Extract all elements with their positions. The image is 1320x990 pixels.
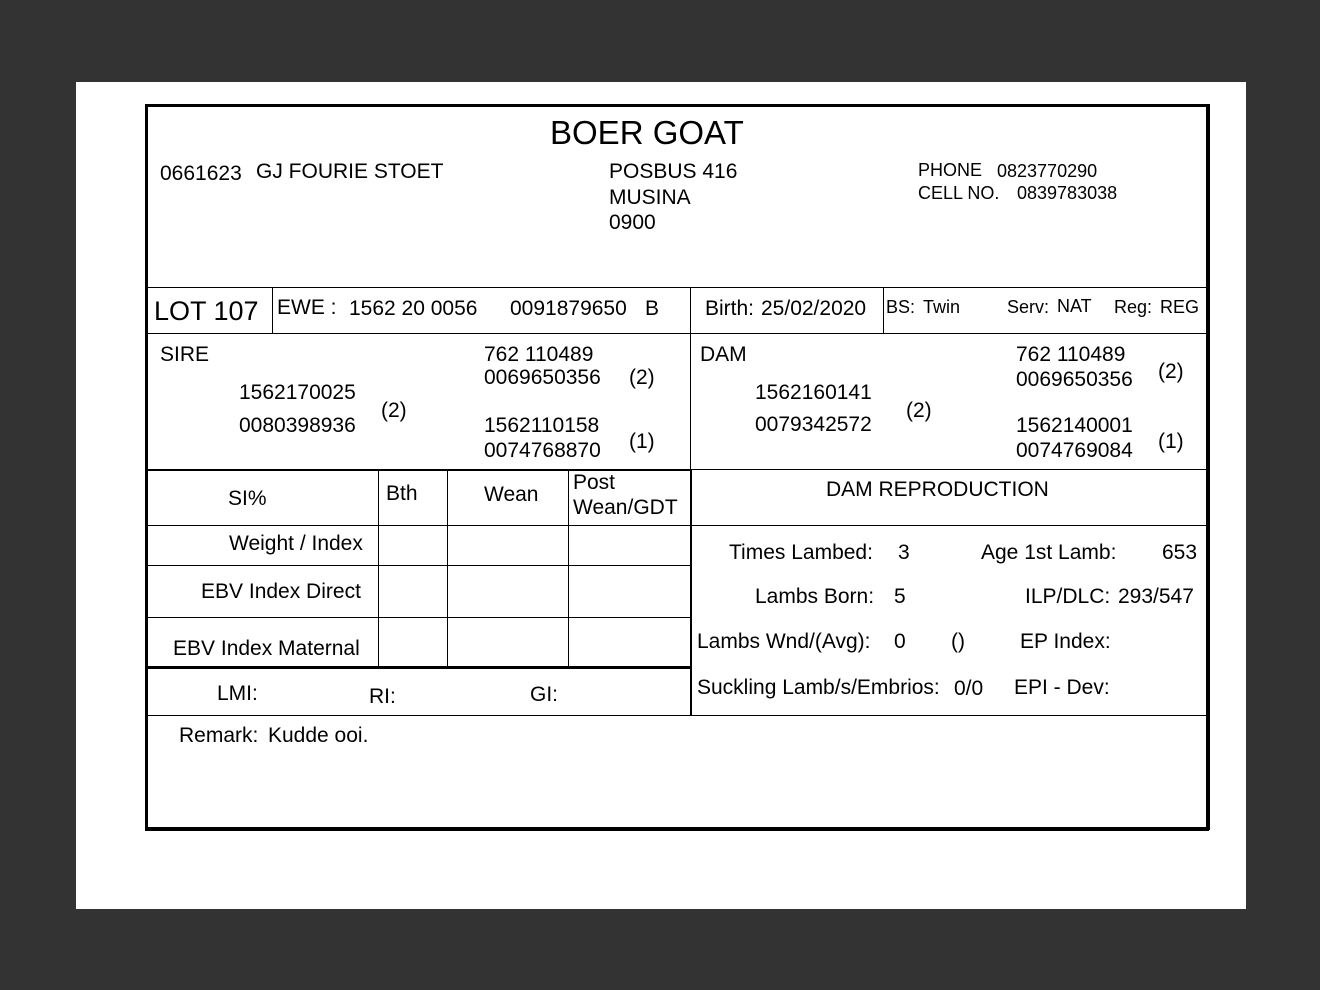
- col-wean: Wean: [484, 483, 539, 506]
- card-border-bottom: [145, 827, 1209, 831]
- remark-label: Remark:: [179, 724, 259, 747]
- row-ebv-direct: EBV Index Direct: [201, 580, 361, 603]
- ewe-grade: B: [645, 297, 660, 320]
- dam-reproduction-title: DAM REPRODUCTION: [826, 478, 1049, 501]
- serv-value: NAT: [1057, 296, 1092, 316]
- lambs-born-label: Lambs Born:: [755, 585, 875, 608]
- divider-col-post: [568, 471, 569, 667]
- times-lambed-label: Times Lambed:: [729, 541, 873, 564]
- card-title: BOER GOAT: [550, 114, 744, 151]
- remark-text: Kudde ooi.: [268, 724, 369, 747]
- phone-label: PHONE: [918, 160, 983, 180]
- bs-value: Twin: [923, 297, 961, 317]
- divider-lot-cell: [272, 288, 273, 333]
- dam-dam-number: 0074769084: [1016, 439, 1133, 462]
- breeder-address-line2: MUSINA: [609, 186, 691, 209]
- lambs-weaned-value: 0: [894, 630, 906, 653]
- reg-label: Reg:: [1114, 297, 1153, 317]
- sire-id: 1562170025: [239, 381, 356, 404]
- dam-dam-grade: (1): [1158, 430, 1184, 453]
- sire-sire-id: 762 110489: [484, 343, 594, 366]
- col-bth: Bth: [386, 482, 418, 505]
- breeder-name: GJ FOURIE STOET: [256, 160, 444, 183]
- cell-value: 0839783038: [1017, 183, 1118, 203]
- dam-sire-number: 0069650356: [1016, 368, 1133, 391]
- ewe-label: EWE :: [277, 296, 337, 319]
- serv-label: Serv:: [1007, 297, 1050, 317]
- divider-table-row1: [148, 565, 691, 566]
- phone-value: 0823770290: [997, 161, 1098, 181]
- divider-header: [148, 287, 1206, 288]
- birth-label: Birth:: [705, 297, 755, 320]
- sire-label: SIRE: [160, 343, 210, 366]
- age-first-lamb-label: Age 1st Lamb:: [981, 541, 1117, 564]
- gi-label: GI:: [530, 683, 559, 706]
- sire-dam-grade: (1): [629, 430, 655, 453]
- breeder-address-line1: POSBUS 416: [609, 160, 738, 183]
- ilp-dlc-value: 293/547: [1118, 585, 1194, 608]
- birth-date: 25/02/2020: [761, 297, 867, 320]
- card-border-left: [145, 104, 148, 830]
- ilp-dlc-label: ILP/DLC:: [1025, 585, 1111, 608]
- divider-lot-row: [148, 333, 1206, 334]
- row-ebv-maternal: EBV Index Maternal: [173, 637, 360, 660]
- lambs-born-value: 5: [894, 585, 906, 608]
- ewe-id: 1562 20 0056: [349, 297, 478, 320]
- lmi-label: LMI:: [217, 682, 258, 705]
- divider-pedigree-right: [691, 469, 1206, 470]
- col-wean-gdt: Wean/GDT: [573, 496, 678, 519]
- dam-label: DAM: [700, 343, 747, 366]
- epi-dev-label: EPI - Dev:: [1014, 676, 1110, 699]
- lot-number: LOT 107: [154, 296, 259, 326]
- sire-sire-number: 0069650356: [484, 366, 601, 389]
- dam-sire-grade: (2): [1158, 360, 1184, 383]
- divider-ewe-birth: [690, 288, 691, 469]
- sire-sire-grade: (2): [629, 366, 655, 389]
- dam-sire-id: 762 110489: [1016, 343, 1126, 366]
- sire-dam-id: 1562110158: [484, 414, 600, 437]
- reg-value: REG: [1160, 297, 1200, 317]
- divider-table-row2: [148, 617, 691, 618]
- divider-remark: [148, 715, 1206, 716]
- suckling-value: 0/0: [954, 677, 984, 700]
- divider-col-bth: [378, 471, 379, 667]
- sale-card-page: [76, 82, 1246, 909]
- dam-number: 0079342572: [755, 413, 872, 436]
- bs-label: BS:: [886, 297, 916, 317]
- dam-dam-id: 1562140001: [1016, 414, 1133, 437]
- breeder-address-line3: 0900: [609, 211, 656, 234]
- breeder-number: 0661623: [160, 162, 242, 185]
- card-border-top: [145, 104, 1209, 107]
- lambs-weaned-label: Lambs Wnd/(Avg):: [697, 630, 871, 653]
- cell-label: CELL NO.: [918, 183, 1000, 203]
- times-lambed-value: 3: [898, 541, 910, 564]
- col-post: Post: [573, 471, 616, 494]
- divider-birth-bs: [883, 288, 884, 333]
- card-border-right: [1206, 104, 1210, 830]
- dam-grade: (2): [906, 399, 932, 422]
- lambs-weaned-avg: (): [951, 630, 965, 653]
- si-percent-label: SI%: [228, 487, 267, 510]
- age-first-lamb-value: 653: [1162, 541, 1198, 564]
- dam-id: 1562160141: [755, 381, 872, 404]
- ewe-number: 0091879650: [510, 297, 627, 320]
- divider-table-bottom: [148, 666, 691, 669]
- divider-table-main: [690, 470, 692, 715]
- ep-index-label: EP Index:: [1020, 630, 1111, 653]
- suckling-label: Suckling Lamb/s/Embrios:: [697, 676, 940, 699]
- divider-table-header: [148, 525, 1206, 526]
- row-weight-index: Weight / Index: [229, 532, 363, 555]
- ri-label: RI:: [369, 685, 396, 708]
- sire-grade: (2): [381, 399, 407, 422]
- sire-number: 0080398936: [239, 414, 356, 437]
- divider-col-wean: [447, 471, 448, 667]
- sire-dam-number: 0074768870: [484, 439, 601, 462]
